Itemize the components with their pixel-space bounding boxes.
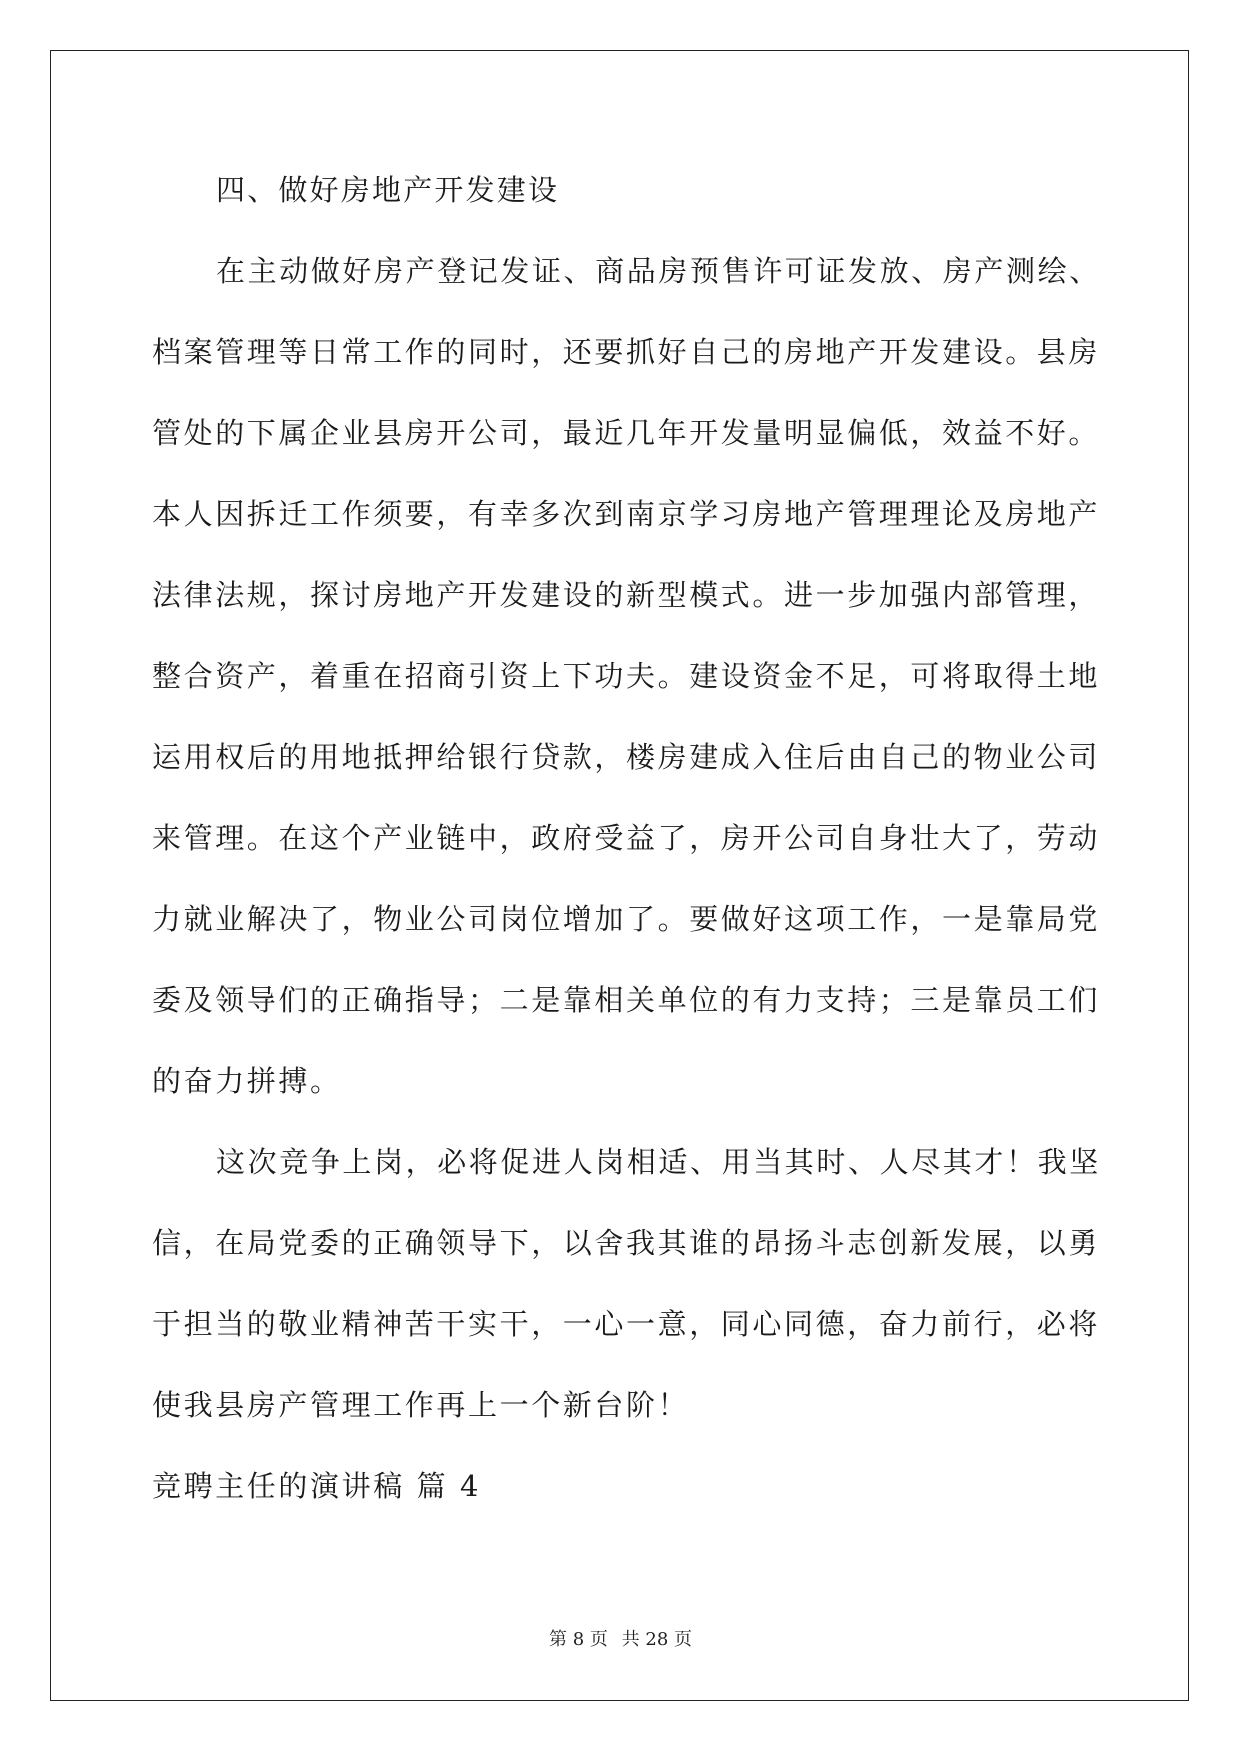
page-total: 共 28 页 [621, 1629, 692, 1650]
paragraph-line: 的奋力拼搏。 [152, 1064, 342, 1098]
page-footer [0, 1625, 1241, 1651]
document-body [152, 160, 1101, 1537]
paragraph-line: 这次竞争上岗，必将促进人岗相适、用当其时、人尽其才！我坚 [216, 1145, 1101, 1179]
paragraph-line: 来管理。在这个产业链中，政府受益了，房开公司自身壮大了，劳动 [152, 821, 1101, 855]
paragraph-line: 管处的下属企业县房开公司，最近几年开发量明显偏低，效益不好。 [152, 416, 1101, 450]
paragraph-line: 委及领导们的正确指导；二是靠相关单位的有力支持；三是靠员工们 [152, 983, 1101, 1017]
paragraph-line: 整合资产，着重在招商引资上下功夫。建设资金不足，可将取得土地 [152, 659, 1101, 693]
paragraph-line: 于担当的敬业精神苦干实干，一心一意，同心同德，奋力前行，必将 [152, 1307, 1101, 1341]
paragraph-line: 信，在局党委的正确领导下，以舍我其谁的昂扬斗志创新发展，以勇 [152, 1226, 1101, 1260]
paragraph-line: 档案管理等日常工作的同时，还要抓好自己的房地产开发建设。县房 [152, 335, 1101, 369]
paragraph-line: 法律法规，探讨房地产开发建设的新型模式。进一步加强内部管理， [152, 578, 1101, 612]
paragraph-line: 在主动做好房产登记发证、商品房预售许可证发放、房产测绘、 [216, 254, 1101, 288]
paragraph-line: 运用权后的用地抵押给银行贷款，楼房建成入住后由自己的物业公司 [152, 740, 1101, 774]
section-heading: 四、做好房地产开发建设 [216, 173, 560, 207]
paragraph-line: 使我县房产管理工作再上一个新台阶！ [152, 1388, 690, 1422]
page-number: 第 8 页 [549, 1629, 608, 1650]
paragraph-line: 本人因拆迁工作须要，有幸多次到南京学习房地产管理理论及房地产 [152, 497, 1101, 531]
next-section-title: 竞聘主任的演讲稿 篇 4 [152, 1469, 482, 1503]
paragraph-line: 力就业解决了，物业公司岗位增加了。要做好这项工作，一是靠局党 [152, 902, 1101, 936]
